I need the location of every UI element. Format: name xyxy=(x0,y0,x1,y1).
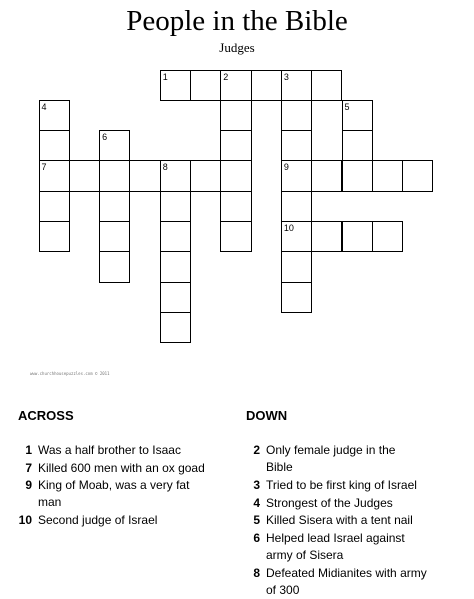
down-clue xyxy=(253,530,405,564)
grid-cell[interactable] xyxy=(342,221,373,252)
grid-cell[interactable] xyxy=(160,191,191,222)
grid-cell[interactable] xyxy=(220,160,251,191)
grid-cell[interactable] xyxy=(281,100,312,131)
clue-number: 3 xyxy=(283,71,289,82)
clue-text: army of Sisera xyxy=(266,547,344,562)
clue-text: Only female judge in the xyxy=(266,443,396,457)
clue-text: of 300 xyxy=(266,582,300,597)
grid-cell[interactable] xyxy=(311,160,342,191)
grid-cell[interactable] xyxy=(281,221,312,252)
grid-cell[interactable] xyxy=(220,130,251,161)
across-clue xyxy=(25,460,205,477)
clue-number: 5 xyxy=(344,101,350,112)
clue-number: 2 xyxy=(253,443,260,457)
grid-cell[interactable] xyxy=(99,251,130,282)
grid-cell[interactable] xyxy=(402,160,433,191)
down-clue xyxy=(253,495,393,512)
grid-cell[interactable] xyxy=(281,191,312,222)
clue-number: 4 xyxy=(41,101,47,112)
across-clue xyxy=(25,442,181,459)
across-clue xyxy=(18,512,158,529)
clue-number: 6 xyxy=(253,530,260,545)
grid-cell[interactable] xyxy=(372,160,403,191)
grid-cell[interactable] xyxy=(160,221,191,252)
down-clue xyxy=(253,477,417,494)
grid-cell[interactable] xyxy=(39,100,70,131)
grid-cell[interactable] xyxy=(39,191,70,222)
grid-cell[interactable] xyxy=(220,70,251,101)
across-clue xyxy=(25,477,190,511)
grid-cell[interactable] xyxy=(220,100,251,131)
clue-number: 10 xyxy=(18,513,32,527)
clue-number: 7 xyxy=(41,162,47,173)
down-clue xyxy=(253,512,413,529)
grid-cell[interactable] xyxy=(99,221,130,252)
grid-cell[interactable] xyxy=(39,160,70,191)
grid-cell[interactable] xyxy=(39,221,70,252)
down-heading: DOWN xyxy=(246,408,288,423)
grid-cell[interactable] xyxy=(342,130,373,161)
grid-cell[interactable] xyxy=(281,282,312,313)
grid-cell[interactable] xyxy=(160,251,191,282)
clue-number: 6 xyxy=(102,132,108,143)
page-subtitle: Judges xyxy=(219,40,255,55)
clue-number: 3 xyxy=(253,478,260,492)
grid-cell[interactable] xyxy=(281,130,312,161)
grid-cell[interactable] xyxy=(129,160,160,191)
clue-number: 5 xyxy=(253,513,260,527)
down-clue xyxy=(253,565,427,599)
grid-cell[interactable] xyxy=(39,130,70,161)
clue-number: 8 xyxy=(253,565,260,580)
clue-text: Helped lead Israel against xyxy=(266,530,405,545)
grid-cell[interactable] xyxy=(69,160,100,191)
clue-number: 7 xyxy=(25,460,32,475)
grid-cell[interactable] xyxy=(99,130,130,161)
clue-text: Killed 600 men with an ox goad xyxy=(38,460,205,475)
grid-cell[interactable] xyxy=(99,191,130,222)
grid-cell[interactable] xyxy=(160,282,191,313)
clue-number: 1 xyxy=(25,443,32,457)
grid-cell[interactable] xyxy=(342,160,373,191)
grid-cell[interactable] xyxy=(372,221,403,252)
page-title: People in the Bible xyxy=(126,5,348,37)
grid-cell[interactable] xyxy=(311,70,342,101)
clue-number: 8 xyxy=(162,162,168,173)
grid-cell[interactable] xyxy=(281,251,312,282)
grid-cell[interactable] xyxy=(342,100,373,131)
grid-cell[interactable] xyxy=(190,160,221,191)
across-heading: ACROSS xyxy=(18,408,74,423)
grid-cell[interactable] xyxy=(220,191,251,222)
clue-number: 4 xyxy=(253,495,260,510)
clue-text: Bible xyxy=(266,460,293,474)
grid-cell[interactable] xyxy=(160,312,191,343)
grid-cell[interactable] xyxy=(190,70,221,101)
grid-cell[interactable] xyxy=(311,221,342,252)
grid-cell[interactable] xyxy=(99,160,130,191)
clue-number: 1 xyxy=(162,71,168,82)
clue-number: 10 xyxy=(283,223,294,233)
grid-cell[interactable] xyxy=(281,70,312,101)
watermark: www.churchhousepuzzles.com © 2011 xyxy=(30,371,110,376)
clue-text: Tried to be first king of Israel xyxy=(266,478,417,492)
clue-text: Killed Sisera with a tent nail xyxy=(266,513,413,527)
grid-cell[interactable] xyxy=(220,221,251,252)
grid-cell[interactable] xyxy=(160,160,191,191)
clue-text: Strongest of the Judges xyxy=(266,495,393,510)
clue-text: King of Moab, was a very fat xyxy=(38,478,190,492)
clue-text: Defeated Midianites with army xyxy=(266,565,427,580)
clue-text: man xyxy=(38,495,62,509)
grid-cell[interactable] xyxy=(281,160,312,191)
clue-text: Second judge of Israel xyxy=(38,513,158,527)
clue-text: Was a half brother to Isaac xyxy=(38,443,181,457)
clue-number: 9 xyxy=(283,162,289,173)
clue-number: 2 xyxy=(223,71,229,82)
grid-cell[interactable] xyxy=(251,70,282,101)
down-clue xyxy=(253,442,396,476)
clue-number: 9 xyxy=(25,478,32,492)
grid-cell[interactable] xyxy=(160,70,191,101)
